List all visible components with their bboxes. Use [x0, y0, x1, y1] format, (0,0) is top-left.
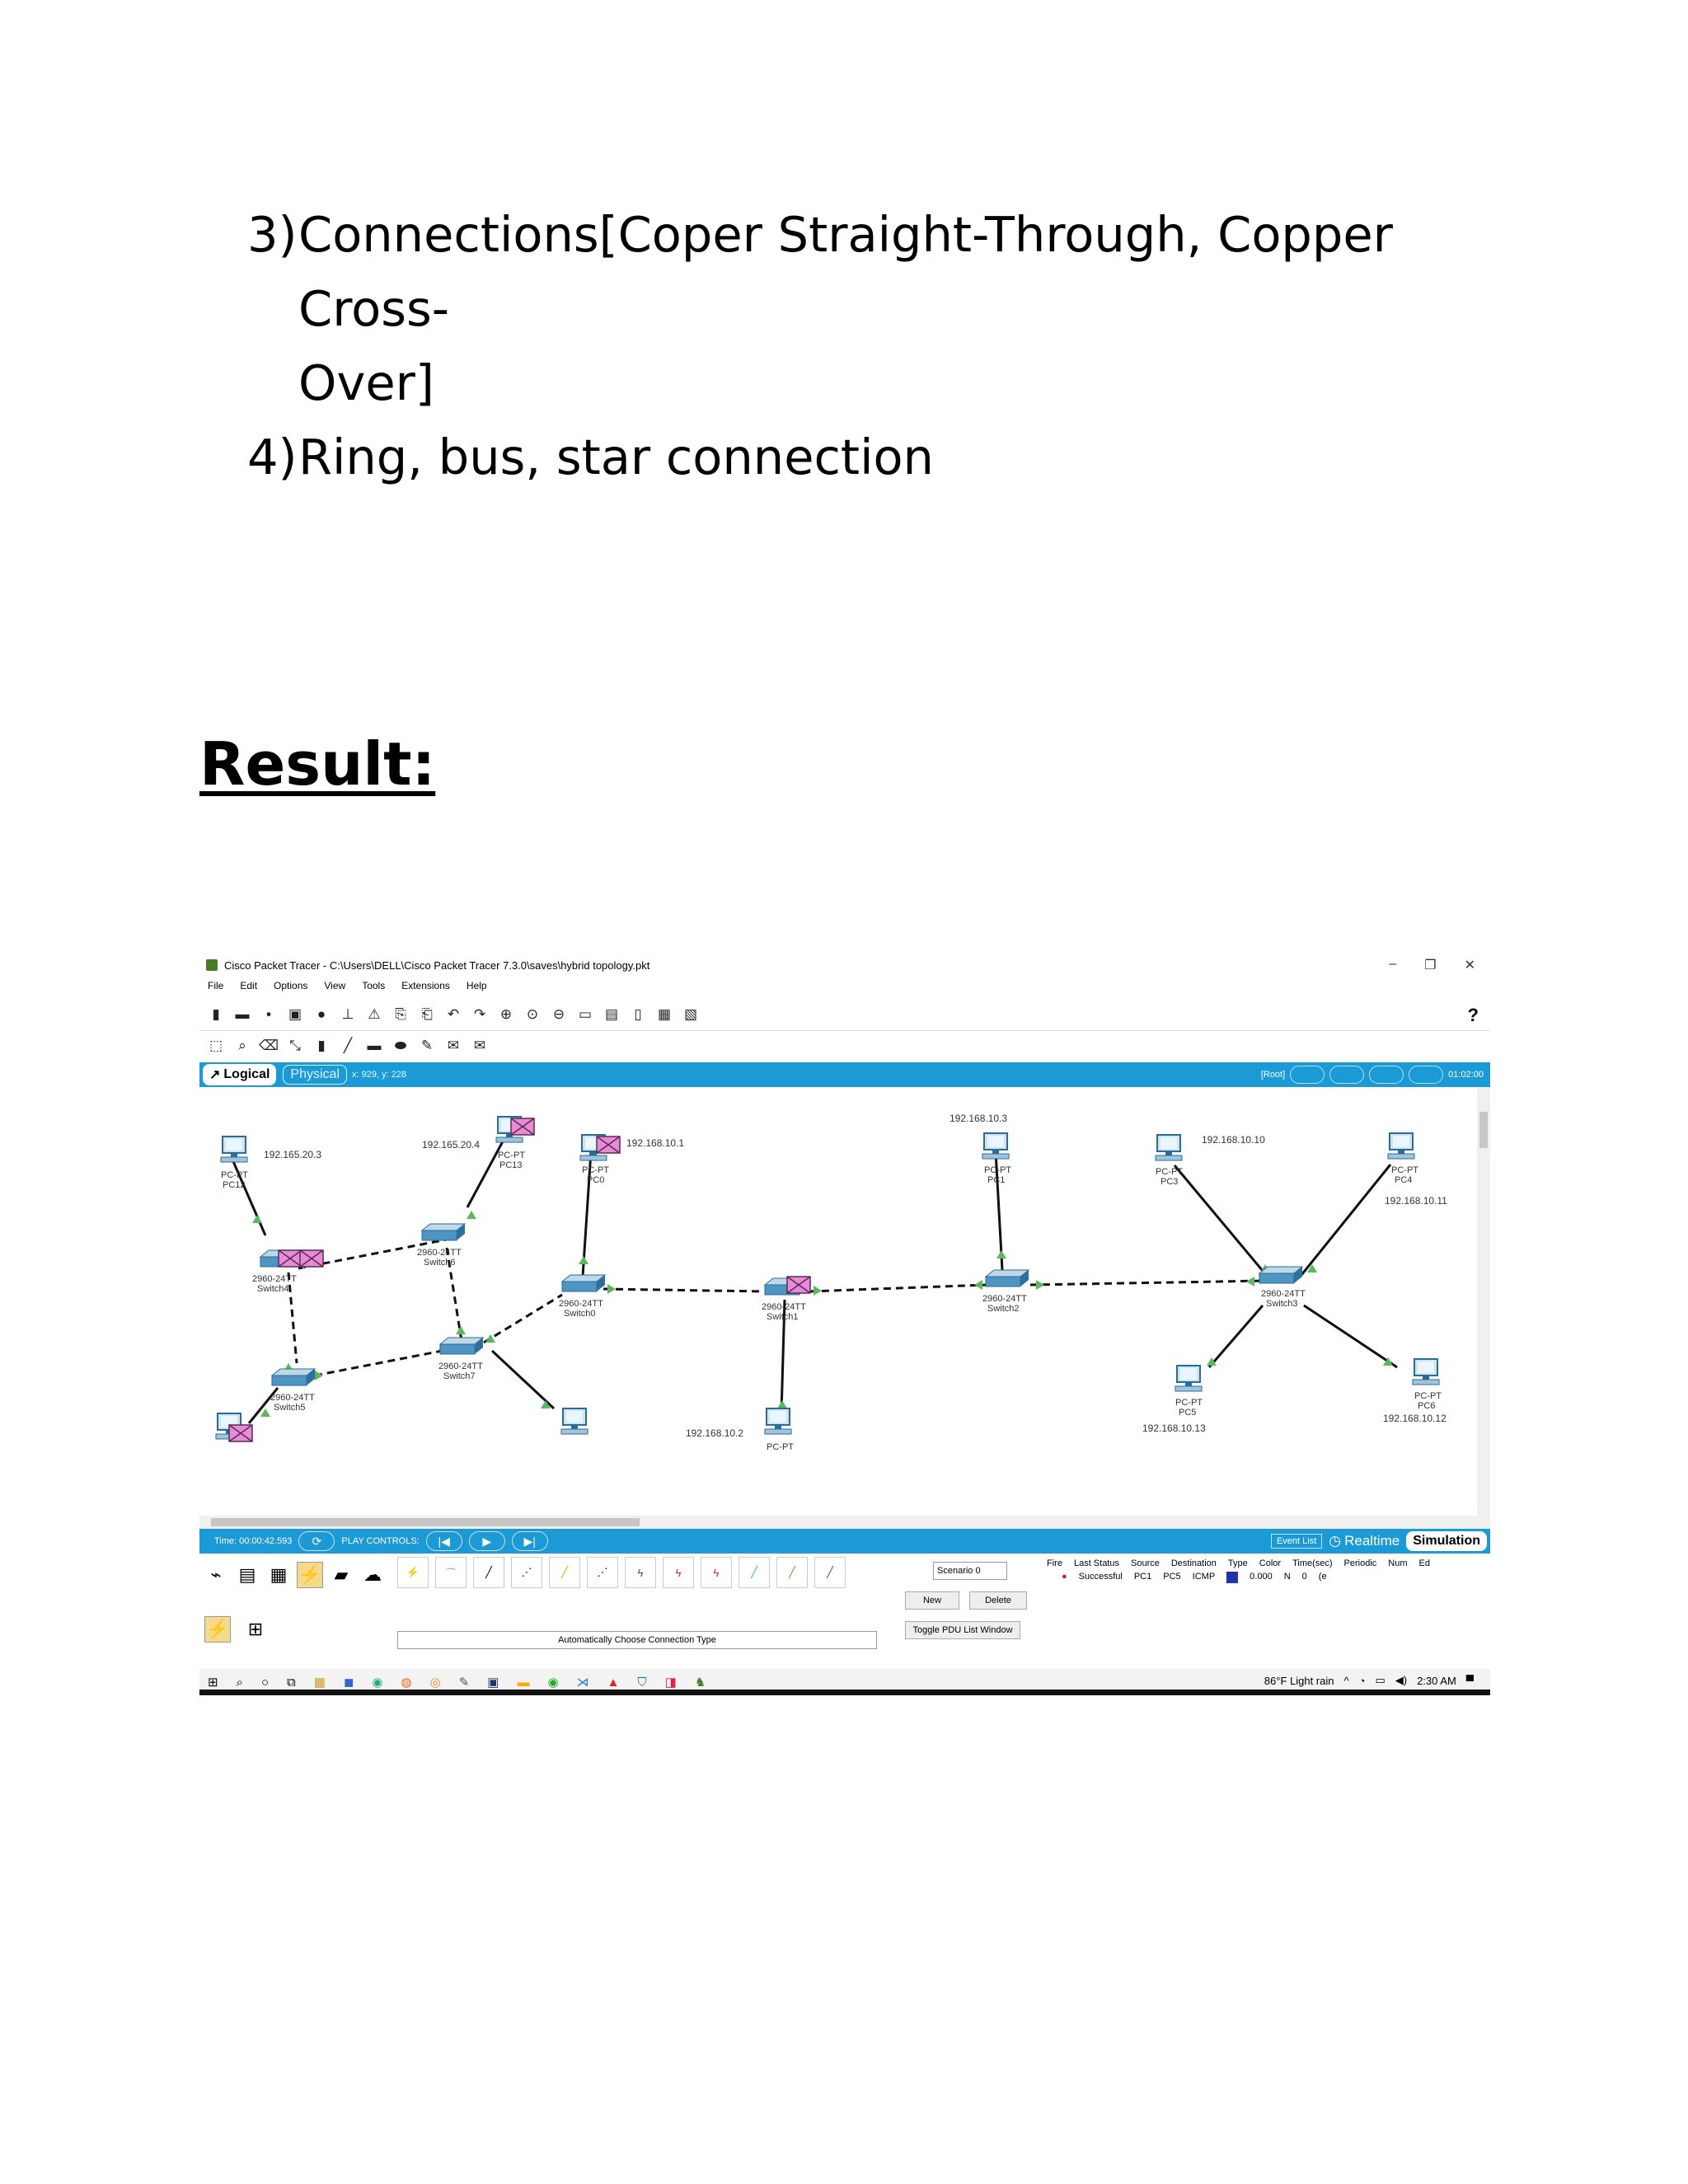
list-item: [247, 346, 1484, 420]
list-text: Ring, bus, star connection: [298, 429, 934, 485]
window-title: Cisco Packet Tracer - C:\Users\DELL\Cisco Packet Tracer 7.3.0\saves\hybrid topology.pkt: [224, 958, 650, 972]
image-bottom-rule: [199, 1690, 1490, 1695]
wifi-icon[interactable]: ◔: [1358, 1674, 1366, 1687]
cursor-coordinates: x: 929, y: 228: [352, 1070, 407, 1080]
switch6[interactable]: [422, 1224, 465, 1240]
components-icon[interactable]: ▦: [270, 1564, 288, 1585]
switch-name-label: Switch1: [767, 1312, 799, 1322]
notes-icon[interactable]: ▯: [634, 1005, 642, 1022]
workspace-clock: 01:02:00: [1448, 1070, 1484, 1080]
pc4[interactable]: [1388, 1133, 1414, 1159]
play-controls-label: PLAY CONTROLS:: [341, 1536, 420, 1546]
ip-label: 192.168.10.13: [1142, 1422, 1206, 1434]
environment-button[interactable]: [1409, 1066, 1443, 1084]
wizard-icon[interactable]: ⊥: [341, 1005, 354, 1022]
back-step-button[interactable]: |◀: [426, 1531, 462, 1551]
taskbar-app-icon[interactable]: ▦: [313, 1675, 326, 1690]
pdu-list: [1047, 1558, 1490, 1583]
reset-time-button[interactable]: ⟳: [298, 1531, 335, 1551]
pdu-row[interactable]: [1047, 1572, 1490, 1583]
pc2[interactable]: [765, 1408, 791, 1434]
palette-icon[interactable]: ▭: [578, 1005, 593, 1022]
pdu-cell: PC1: [1133, 1572, 1152, 1582]
pc-bottom-right[interactable]: [561, 1408, 588, 1434]
usb-cable-icon[interactable]: ╱: [814, 1557, 846, 1588]
menu-file[interactable]: File: [208, 980, 224, 991]
switch-model-label: 2960-24TT: [982, 1294, 1027, 1304]
multiuser-icon[interactable]: ☁: [363, 1564, 382, 1585]
viewport-button[interactable]: [1369, 1066, 1404, 1084]
realtime-tab[interactable]: ◷ Realtime: [1329, 1533, 1400, 1549]
ip-label: 192.168.10.11: [1385, 1195, 1447, 1207]
switch3[interactable]: [1259, 1267, 1302, 1283]
resize-icon[interactable]: ⤡: [289, 1038, 301, 1053]
ip-label: 192.168.10.3: [950, 1113, 1008, 1124]
root-label: [Root]: [1260, 1070, 1286, 1080]
pc3[interactable]: [1156, 1135, 1182, 1160]
toggle-pdu-list-button[interactable]: Toggle PDU List Window: [905, 1621, 1020, 1639]
switch-name-label: Switch2: [987, 1304, 1020, 1314]
switch-model-label: 2960-24TT: [762, 1302, 806, 1312]
scenario-select[interactable]: Scenario 0: [933, 1562, 1007, 1580]
vscode-icon[interactable]: ⋊: [576, 1675, 589, 1690]
pc12[interactable]: [221, 1137, 247, 1162]
device-type-label: PC-PT: [498, 1151, 525, 1160]
device-type-label: PC-PT: [984, 1165, 1011, 1175]
switch0[interactable]: [562, 1275, 605, 1291]
rectangle-icon[interactable]: ▬: [367, 1038, 382, 1053]
forward-step-button[interactable]: ▶|: [512, 1531, 548, 1551]
taskbar-app-icon[interactable]: ◨: [664, 1675, 677, 1690]
links: [232, 1141, 1397, 1423]
back-button[interactable]: [1290, 1066, 1325, 1084]
grid-icon[interactable]: ⊞: [247, 1619, 264, 1639]
logical-icon: ↗: [209, 1068, 221, 1082]
packet-tracer-logo-icon: [206, 959, 218, 971]
pdu-header-cell: Destination: [1170, 1558, 1217, 1568]
cluster-button[interactable]: [1329, 1066, 1364, 1084]
redo-icon[interactable]: ↷: [473, 1005, 486, 1022]
pdu-cell: (e: [1318, 1572, 1327, 1582]
serial-dte-icon[interactable]: ϟ: [701, 1557, 732, 1588]
pdu-header-cell: Type: [1227, 1558, 1248, 1568]
vertical-scrollbar[interactable]: [1477, 1087, 1490, 1516]
tab-logical[interactable]: ↗ Logical: [203, 1064, 276, 1085]
pdu-header-cell: Fire: [1047, 1558, 1062, 1568]
requirement-list: [247, 198, 1484, 494]
edit-toolbar: [199, 1031, 1490, 1061]
list-text: Connections[Coper Straight-Through, Copper Cross-: [298, 206, 1393, 337]
device-type-label: PC-PT: [1414, 1391, 1442, 1401]
select-icon[interactable]: ⬚: [209, 1038, 223, 1053]
restore-icon[interactable]: ❐: [1424, 958, 1437, 972]
menu-edit[interactable]: Edit: [240, 980, 258, 991]
misc-icon[interactable]: ▰: [334, 1564, 349, 1585]
list-item: [247, 420, 1484, 494]
device-type-label: PC-PT: [582, 1165, 609, 1175]
pdu-cell: Successful: [1078, 1572, 1123, 1582]
list-number: 3): [247, 206, 298, 263]
notifications-icon[interactable]: ▀: [1465, 1674, 1474, 1687]
switch-model-label: 2960-24TT: [1261, 1289, 1306, 1299]
main-toolbar: [199, 998, 1490, 1031]
switch-model-label: 2960-24TT: [252, 1274, 297, 1284]
info-icon[interactable]: ●: [316, 1005, 326, 1022]
sim-time: Time: 00:00:42.593: [214, 1536, 293, 1546]
auto-choose-caption: Automatically Choose Connection Type: [397, 1631, 877, 1649]
switch-name-label: Switch0: [564, 1309, 596, 1319]
taskbar-app-icon[interactable]: ▬: [517, 1675, 530, 1690]
volume-icon[interactable]: ◀): [1395, 1674, 1408, 1686]
pdu-envelope: [279, 1250, 302, 1267]
pdu-header-cell: Num: [1388, 1558, 1408, 1568]
note-icon[interactable]: ▮: [317, 1038, 326, 1053]
device-name-label: PC13: [499, 1160, 523, 1170]
device-type-label: PC-PT: [221, 1170, 248, 1180]
list-item: [247, 198, 1484, 346]
device-name-label: PC5: [1179, 1408, 1197, 1418]
pdu-envelope: [787, 1277, 810, 1293]
save-icon[interactable]: ▪: [265, 1005, 272, 1022]
simulation-bar: [199, 1529, 1490, 1554]
pdu-header-cell: Last Status: [1073, 1558, 1119, 1568]
ip-label: 192.165.20.4: [422, 1139, 481, 1151]
pdu-envelope: [300, 1250, 323, 1267]
device-category-list: [203, 1558, 397, 1591]
switch2[interactable]: [986, 1270, 1029, 1286]
pdu-envelope: [511, 1118, 534, 1135]
device-type-label: PC-PT: [1156, 1167, 1183, 1177]
delete-scenario-button[interactable]: Delete: [969, 1591, 1027, 1610]
print-icon[interactable]: ▣: [288, 1005, 302, 1022]
taskbar-app-icon[interactable]: ◍: [401, 1675, 412, 1690]
taskbar-app-icon[interactable]: ◼: [343, 1675, 354, 1690]
serial-dce-icon[interactable]: ϟ: [663, 1557, 694, 1588]
menu-tools[interactable]: Tools: [362, 980, 386, 991]
ip-label: 192.168.10.12: [1383, 1413, 1447, 1424]
minimize-icon[interactable]: –: [1389, 957, 1397, 971]
workspace-bar: [199, 1062, 1490, 1087]
pc6[interactable]: [1413, 1359, 1439, 1385]
menu-extensions[interactable]: Extensions: [401, 980, 450, 991]
list-text: Over]: [298, 354, 434, 411]
pdu-cell: PC5: [1163, 1572, 1181, 1582]
switch-name-label: Switch5: [274, 1403, 306, 1413]
device-name-label: PC0: [587, 1175, 605, 1185]
pdu-header-cell: Source: [1131, 1558, 1160, 1568]
zoom-in-icon[interactable]: ⊕: [499, 1005, 513, 1022]
lightning-connections-icon[interactable]: ⚡: [204, 1616, 231, 1643]
taskbar-app-icon[interactable]: ◎: [429, 1675, 441, 1690]
phone-cable-icon[interactable]: ⋰: [587, 1557, 618, 1588]
pdu-cell: 0.000: [1250, 1572, 1273, 1582]
horizontal-scrollbar[interactable]: [199, 1516, 1490, 1529]
play-button[interactable]: ▶: [469, 1531, 505, 1551]
cross-over-icon[interactable]: ⋰: [511, 1557, 542, 1588]
network-devices-icon[interactable]: ⌁: [210, 1564, 222, 1585]
screenshot-icon[interactable]: ▧: [683, 1005, 698, 1022]
scenario-panel: [890, 1555, 1030, 1654]
taskbar-app-icon[interactable]: ▣: [487, 1675, 499, 1690]
zoom-out-icon[interactable]: ⊖: [552, 1005, 565, 1022]
switch7[interactable]: [440, 1338, 483, 1354]
pdu-cell: ICMP: [1192, 1572, 1216, 1582]
tab-physical[interactable]: Physical: [283, 1065, 347, 1085]
new-scenario-button[interactable]: New: [905, 1591, 959, 1610]
console-cable-icon[interactable]: ⌒: [435, 1557, 467, 1588]
menu-help[interactable]: Help: [466, 980, 487, 991]
switch-name-label: Switch6: [424, 1258, 456, 1268]
pdu-header-cell: Periodic: [1343, 1558, 1377, 1568]
task-view-icon[interactable]: ⧉: [287, 1675, 296, 1690]
freeform-icon[interactable]: ✎: [420, 1038, 434, 1053]
coaxial-icon[interactable]: ϟ: [625, 1557, 656, 1588]
iot-custom-icon[interactable]: ╱: [776, 1557, 808, 1588]
acrobat-icon[interactable]: ▲: [607, 1675, 620, 1690]
simple-pdu-icon[interactable]: ✉: [447, 1038, 460, 1053]
pdu-header-cell: Color: [1259, 1558, 1282, 1568]
clock-icon: ◷: [1329, 1533, 1342, 1549]
pdu-header-cell: Ed: [1418, 1558, 1430, 1568]
ipc-icon[interactable]: ▦: [657, 1005, 672, 1022]
ip-label: 192.168.10.1: [626, 1137, 685, 1149]
event-list-button[interactable]: Event List: [1271, 1534, 1322, 1549]
switch-name-label: Switch3: [1266, 1299, 1298, 1309]
close-icon[interactable]: ✕: [1464, 958, 1475, 972]
help-icon[interactable]: ?: [1467, 1005, 1479, 1025]
ellipse-icon[interactable]: ⬬: [394, 1038, 407, 1053]
simulation-tab[interactable]: Simulation: [1406, 1531, 1487, 1551]
device-panel: [199, 1554, 1490, 1669]
device-type-label: PC-PT: [1175, 1398, 1203, 1408]
delete-icon[interactable]: ⌫: [258, 1038, 279, 1053]
ip-label: 192.168.10.10: [1202, 1134, 1265, 1146]
switch-name-label: Switch7: [443, 1371, 476, 1381]
device-type-label: PC-PT: [767, 1442, 794, 1452]
pdu-cell: N: [1283, 1572, 1291, 1582]
pc1[interactable]: [982, 1133, 1009, 1159]
device-name-label: PC12: [223, 1180, 246, 1190]
inspect-icon[interactable]: ⌕: [238, 1038, 246, 1053]
pdu-header-cell: Time(sec): [1292, 1558, 1333, 1568]
auto-connection-icon[interactable]: ⚡: [397, 1557, 429, 1588]
switch-model-label: 2960-24TT: [438, 1361, 483, 1371]
straight-through-icon[interactable]: ╱: [473, 1557, 504, 1588]
zoom-reset-icon[interactable]: ⊙: [526, 1005, 539, 1022]
switch-model-label: 2960-24TT: [417, 1248, 462, 1258]
paste-icon[interactable]: ⎗: [421, 1005, 433, 1022]
device-name-label: PC4: [1395, 1175, 1413, 1185]
custom-device-icon[interactable]: ▤: [604, 1005, 619, 1022]
tray-clock[interactable]: 2:30 AM: [1417, 1674, 1456, 1687]
pc5[interactable]: [1175, 1366, 1202, 1391]
network-info-icon[interactable]: ⚠: [368, 1005, 381, 1022]
end-devices-icon[interactable]: ▤: [238, 1564, 256, 1585]
device-name-label: PC1: [987, 1175, 1006, 1185]
link-status-arrows: [252, 1211, 1393, 1417]
network-topology: [199, 1087, 1477, 1516]
packet-tracer-screenshot: [199, 950, 1490, 1695]
pdu-envelope: [597, 1137, 620, 1153]
octal-icon[interactable]: ╱: [738, 1557, 770, 1588]
tray-chevron-icon[interactable]: ^: [1343, 1674, 1349, 1687]
switch-model-label: 2960-24TT: [559, 1299, 603, 1309]
device-name-label: PC6: [1418, 1401, 1436, 1411]
device-name-label: PC3: [1160, 1177, 1179, 1187]
pdu-envelope: [229, 1425, 252, 1441]
switch-name-label: Switch4: [257, 1284, 289, 1294]
menu-view[interactable]: View: [324, 980, 346, 991]
open-folder-icon[interactable]: ▬: [235, 1005, 250, 1022]
pdu-header-row: [1047, 1558, 1490, 1568]
switch5[interactable]: [272, 1369, 315, 1385]
complex-pdu-icon[interactable]: ✉: [473, 1038, 486, 1053]
packet-tracer-taskbar-icon[interactable]: ♞: [694, 1675, 706, 1690]
chrome-icon[interactable]: ◉: [547, 1675, 559, 1690]
pdu-cell: 0: [1301, 1572, 1307, 1582]
menu-options[interactable]: Options: [274, 980, 308, 991]
pdu-color-swatch: [1226, 1572, 1238, 1583]
defender-icon[interactable]: ⛉: [637, 1675, 647, 1690]
list-number: 4): [247, 429, 298, 485]
cortana-icon[interactable]: ○: [260, 1675, 270, 1690]
battery-icon[interactable]: ▭: [1375, 1674, 1386, 1686]
device-type-label: PC-PT: [1391, 1165, 1418, 1175]
ip-label: 192.168.10.2: [686, 1427, 744, 1439]
list-number: [247, 346, 298, 420]
taskbar-app-icon[interactable]: ✎: [458, 1675, 470, 1690]
undo-icon[interactable]: ↶: [447, 1005, 460, 1022]
search-icon[interactable]: ⌕: [236, 1675, 243, 1690]
status-dot-icon: ●: [1062, 1572, 1067, 1582]
copy-icon[interactable]: ⎘: [395, 1005, 406, 1022]
new-file-icon[interactable]: ▮: [212, 1005, 220, 1022]
windows-start-icon[interactable]: ⊞: [208, 1675, 218, 1690]
weather[interactable]: 86°F Light rain: [1264, 1674, 1334, 1687]
menu-bar: [199, 980, 487, 998]
logical-workspace[interactable]: [199, 1087, 1490, 1516]
switch-model-label: 2960-24TT: [270, 1393, 315, 1403]
line-icon[interactable]: ╱: [343, 1038, 353, 1053]
connections-icon[interactable]: ⚡: [297, 1562, 323, 1588]
title-bar: [199, 950, 1490, 980]
taskbar-app-icon[interactable]: ◉: [372, 1675, 383, 1690]
ip-label: 192.165.20.3: [264, 1149, 322, 1160]
system-tray: [1264, 1674, 1474, 1687]
fiber-icon[interactable]: ╱: [549, 1557, 580, 1588]
result-heading: Result:: [199, 729, 436, 799]
